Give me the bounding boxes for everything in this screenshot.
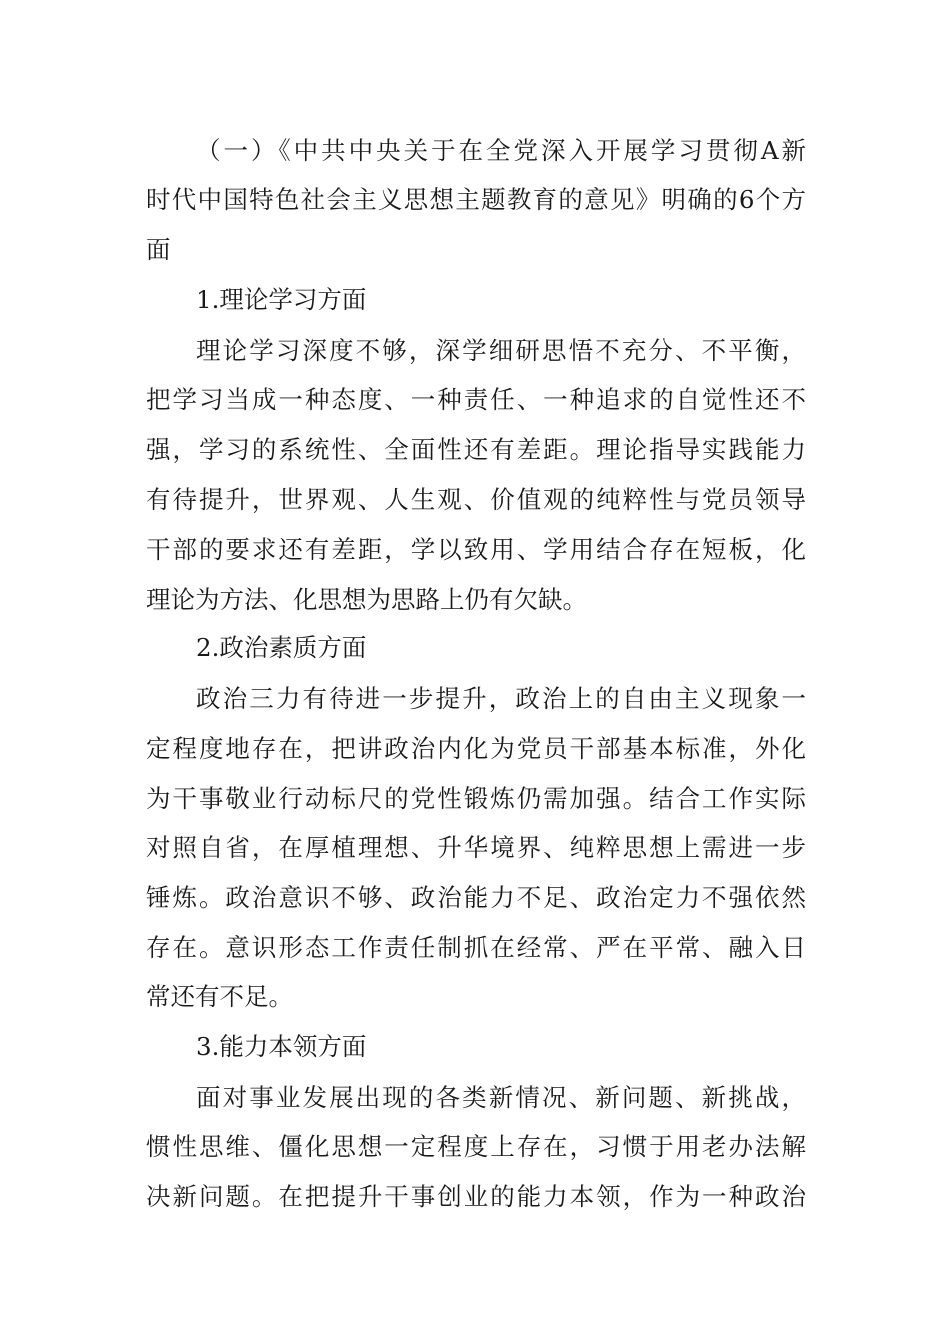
- section-heading-theory: 1.理论学习方面: [196, 285, 367, 314]
- paragraph-line: 决新问题。在把提升干事创业的能力本领，作为一种政治: [146, 1182, 806, 1211]
- paragraph-line: 为干事敬业行动标尺的党性锻炼仍需加强。结合工作实际: [146, 784, 806, 813]
- paragraph-line: 惯性思维、僵化思想一定程度上存在，习惯于用老办法解: [146, 1132, 806, 1161]
- section-title-line-1: （一）《中共中央关于在全党深入开展学习贯彻A新: [196, 136, 806, 165]
- paragraph-line: 理论学习深度不够，深学细研思悟不充分、不平衡，: [196, 336, 806, 365]
- paragraph-line: 有待提升，世界观、人生观、价值观的纯粹性与党员领导: [146, 485, 806, 514]
- paragraph-line: 干部的要求还有差距，学以致用、学用结合存在短板，化: [146, 535, 806, 564]
- paragraph-line: 定程度地存在，把讲政治内化为党员干部基本标准，外化: [146, 734, 806, 763]
- paragraph-line: 常还有不足。: [146, 982, 293, 1011]
- paragraph-line: 面对事业发展出现的各类新情况、新问题、新挑战，: [196, 1083, 806, 1112]
- section-heading-ability: 3.能力本领方面: [196, 1032, 367, 1061]
- section-title-line-2: 时代中国特色社会主义思想主题教育的意见》明确的6个方: [146, 185, 806, 214]
- paragraph-line: 强，学习的系统性、全面性还有差距。理论指导实践能力: [146, 435, 806, 464]
- paragraph-line: 对照自省，在厚植理想、升华境界、纯粹思想上需进一步: [146, 833, 806, 862]
- section-heading-politics: 2.政治素质方面: [196, 633, 367, 662]
- paragraph-line: 理论为方法、化思想为思路上仍有欠缺。: [146, 585, 587, 614]
- paragraph-line: 把学习当成一种态度、一种责任、一种追求的自觉性还不: [146, 385, 806, 414]
- paragraph-line: 存在。意识形态工作责任制抓在经常、严在平常、融入日: [146, 933, 806, 962]
- paragraph-line: 锤炼。政治意识不够、政治能力不足、政治定力不强依然: [146, 883, 806, 912]
- paragraph-line: 政治三力有待进一步提升，政治上的自由主义现象一: [196, 684, 806, 713]
- section-title-line-3: 面: [146, 235, 171, 264]
